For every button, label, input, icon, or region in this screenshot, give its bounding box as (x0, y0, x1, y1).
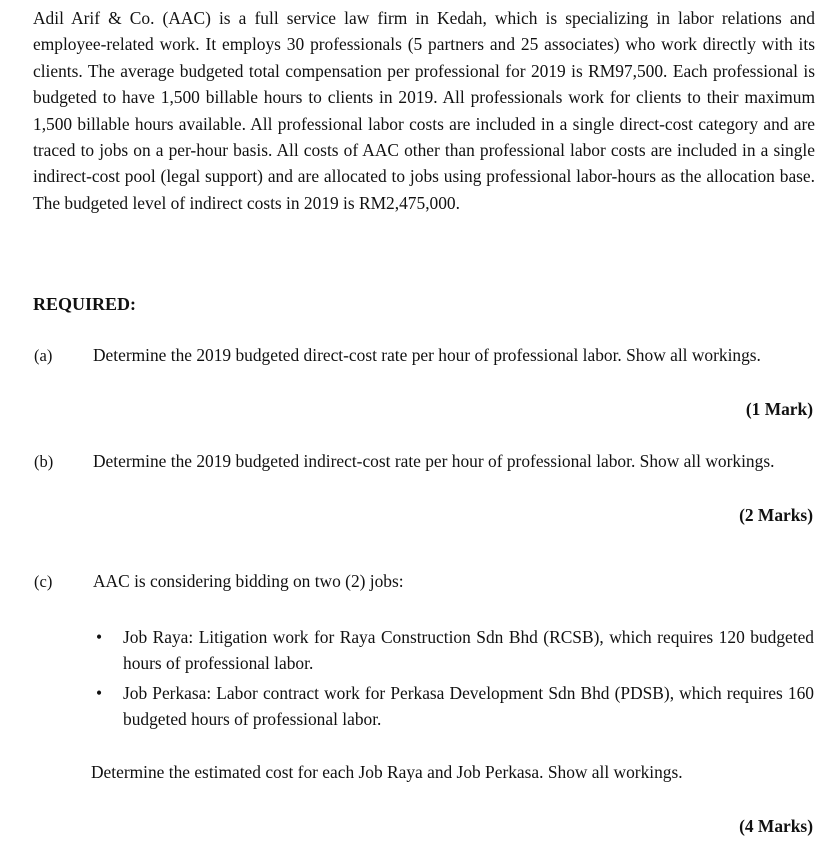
question-b-marks: (2 Marks) (739, 505, 813, 525)
job-perkasa-text: Job Perkasa: Labor contract work for Perkasa Development Sdn Bhd (PDSB), which requires 160 budgeted hours of professional labor. (123, 682, 814, 730)
bullet-icon: • (95, 627, 103, 647)
required-heading: REQUIRED: (33, 294, 137, 314)
question-c-marks: (4 Marks) (739, 816, 813, 836)
question-a-label: (a) (34, 346, 53, 365)
question-c-instruction: Determine the estimated cost for each Job Raya and Job Perkasa. Show all workings. (91, 762, 683, 782)
question-a-marks: (1 Mark) (745, 399, 813, 419)
bullet-icon: • (95, 682, 103, 703)
job-perkasa-item (93, 680, 814, 733)
question-c-label: (c) (34, 572, 53, 591)
job-bullet-list (93, 624, 814, 736)
job-raya-text: Job Raya: Litigation work for Raya Construction Sdn Bhd (RCSB), which requires 120 budgeted hours of professional labor. (123, 627, 814, 674)
question-b-text: Determine the 2019 budgeted indirect-cost rate per hour of professional labor. Show all workings. (93, 451, 775, 471)
case-intro-paragraph: Adil Arif & Co. (AAC) is a full service law firm in Kedah, which is specializing in labor relations and employee-related work. It employs 30 professionals (5 partners and 25 associates) who work directly with its clients. The average budgeted total compensation per professional for 2019 is RM97,500. Each professional is budgeted to have 1,500 billable hours to clients in 2019. All professionals work for clients to their maximum 1,500 billable hours available. All professional labor costs are included in a single direct-cost category and are traced to jobs on a per-hour basis. All costs of AAC other than professional labor costs are included in a single indirect-cost pool (legal support) and are allocated to jobs using professional labor-hours as the allocation base. The budgeted level of indirect costs in 2019 is RM2,475,000. (33, 8, 815, 213)
question-c-text: AAC is considering bidding on two (2) jobs: (93, 571, 404, 591)
job-raya-item (93, 624, 814, 677)
question-b-label: (b) (34, 452, 54, 471)
question-a-text: Determine the 2019 budgeted direct-cost rate per hour of professional labor. Show all workings. (93, 345, 761, 365)
